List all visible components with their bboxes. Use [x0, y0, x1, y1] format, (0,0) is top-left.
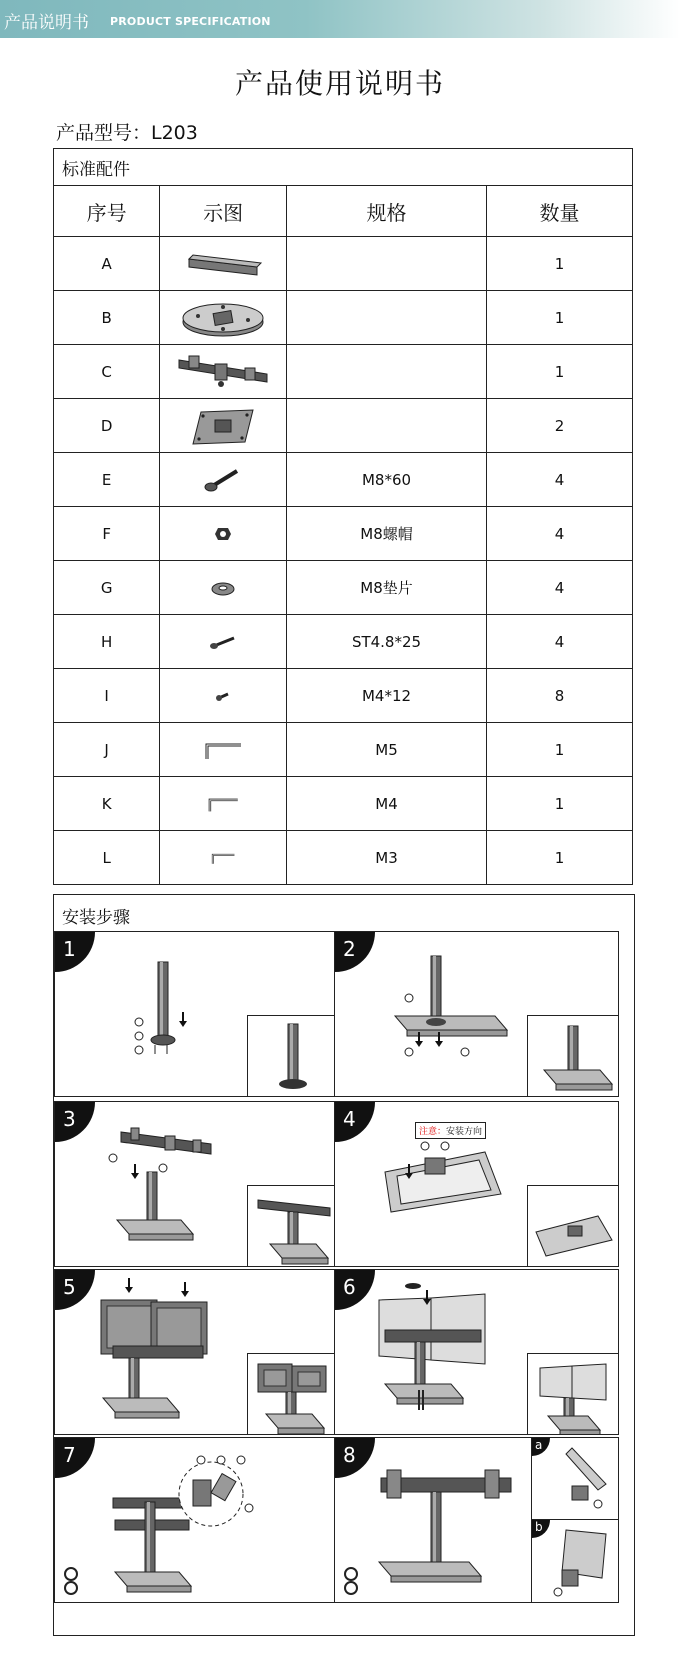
part-spec: M4 [287, 777, 487, 831]
orientation-note [415, 1122, 486, 1139]
part-index: C [54, 345, 160, 399]
allen-key-icon [201, 737, 245, 763]
step-number: 8 [343, 1443, 356, 1467]
part-diagram [160, 561, 287, 615]
part-index: I [54, 669, 160, 723]
small-screw-icon [214, 688, 232, 704]
part-index: K [54, 777, 160, 831]
vesa-plate-icon [187, 406, 259, 446]
step-panel-3 [54, 1101, 339, 1267]
part-spec: M4*12 [287, 669, 487, 723]
column-header-quantity: 数量 [486, 186, 632, 237]
part-spec: M8垫片 [287, 561, 487, 615]
base-plate-icon [178, 296, 268, 340]
part-spec: ST4.8*25 [287, 615, 487, 669]
part-diagram [160, 669, 287, 723]
part-diagram [160, 345, 287, 399]
part-index: F [54, 507, 160, 561]
part-index: D [54, 399, 160, 453]
step-number: 2 [343, 937, 356, 961]
table-row [54, 399, 633, 453]
part-quantity: 4 [486, 507, 632, 561]
step-result-inset [527, 1353, 619, 1435]
part-spec: M8*60 [287, 453, 487, 507]
parts-table [53, 148, 633, 885]
part-diagram [160, 615, 287, 669]
step-result-inset [527, 1185, 619, 1267]
step-panel-4 [334, 1101, 619, 1267]
step-number: 3 [63, 1107, 76, 1131]
step-number: 1 [63, 937, 76, 961]
rail-bar-icon [183, 247, 263, 281]
allen-key-icon [205, 793, 241, 815]
step-number: 7 [63, 1443, 76, 1467]
part-diagram [160, 453, 287, 507]
part-spec: M8螺帽 [287, 507, 487, 561]
page-title: 产品使用说明书 [234, 67, 445, 100]
table-row [54, 507, 633, 561]
table-row [54, 777, 633, 831]
part-quantity: 4 [486, 615, 632, 669]
table-row [54, 291, 633, 345]
installation-steps [53, 894, 635, 1636]
note-label: 注意： [419, 1127, 447, 1137]
part-index: A [54, 237, 160, 291]
part-spec [287, 237, 487, 291]
part-index: H [54, 615, 160, 669]
part-quantity: 1 [486, 291, 632, 345]
part-quantity: 8 [486, 669, 632, 723]
part-spec [287, 345, 487, 399]
part-index: L [54, 831, 160, 885]
part-index: B [54, 291, 160, 345]
step-result-inset [247, 1185, 339, 1267]
step-panel-7 [54, 1437, 339, 1603]
part-diagram [160, 507, 287, 561]
nut-icon [213, 524, 233, 544]
table-row [54, 453, 633, 507]
part-quantity: 2 [486, 399, 632, 453]
part-diagram [160, 291, 287, 345]
column-header-spec: 规格 [287, 186, 487, 237]
column-header-diagram: 示图 [160, 186, 287, 237]
banner-title: 产品说明书 [4, 13, 89, 33]
steps-title: 安装步骤 [62, 908, 130, 928]
part-spec: M3 [287, 831, 487, 885]
step-panel-2 [334, 931, 619, 1097]
banner-subtitle: PRODUCT SPECIFICATION [110, 15, 271, 28]
part-diagram [160, 831, 287, 885]
step-panel-6 [334, 1269, 619, 1435]
screw-icon [208, 632, 238, 652]
part-diagram [160, 237, 287, 291]
step-result-inset [527, 1015, 619, 1097]
long-bolt-icon [203, 465, 243, 495]
dual-arm-bracket-icon [175, 352, 271, 392]
part-quantity: 4 [486, 561, 632, 615]
table-row [54, 615, 633, 669]
header-banner [0, 0, 680, 38]
part-index: J [54, 723, 160, 777]
part-index: G [54, 561, 160, 615]
part-quantity: 1 [486, 777, 632, 831]
part-spec: M5 [287, 723, 487, 777]
parts-table-caption: 标准配件 [54, 149, 633, 186]
step-panel-1 [54, 931, 339, 1097]
table-row [54, 345, 633, 399]
part-quantity: 1 [486, 831, 632, 885]
column-header-index: 序号 [54, 186, 160, 237]
part-quantity: 4 [486, 453, 632, 507]
model-number: 产品型号：L203 [56, 122, 198, 144]
table-row [54, 237, 633, 291]
part-spec [287, 291, 487, 345]
detail-inset-a [531, 1437, 619, 1521]
table-row [54, 561, 633, 615]
part-spec [287, 399, 487, 453]
adjust-joints-icon [55, 1438, 338, 1602]
detail-inset-b [531, 1519, 619, 1603]
part-diagram [160, 723, 287, 777]
step-result-inset [247, 1015, 339, 1097]
table-row [54, 723, 633, 777]
detail-inset-letter: b [535, 1520, 543, 1534]
step-result-inset [247, 1353, 339, 1435]
table-row [54, 669, 633, 723]
part-diagram [160, 777, 287, 831]
detail-inset-letter: a [535, 1438, 543, 1452]
step-number: 6 [343, 1275, 356, 1299]
table-row [54, 831, 633, 885]
part-quantity: 1 [486, 723, 632, 777]
allen-key-icon [209, 848, 237, 868]
washer-icon [209, 579, 237, 597]
part-index: E [54, 453, 160, 507]
part-quantity: 1 [486, 237, 632, 291]
step-number: 4 [343, 1107, 356, 1131]
step-panel-8 [334, 1437, 619, 1603]
part-quantity: 1 [486, 345, 632, 399]
step-panel-5 [54, 1269, 339, 1435]
step-number: 5 [63, 1275, 76, 1299]
part-diagram [160, 399, 287, 453]
note-text: 安装方向 [446, 1127, 483, 1137]
